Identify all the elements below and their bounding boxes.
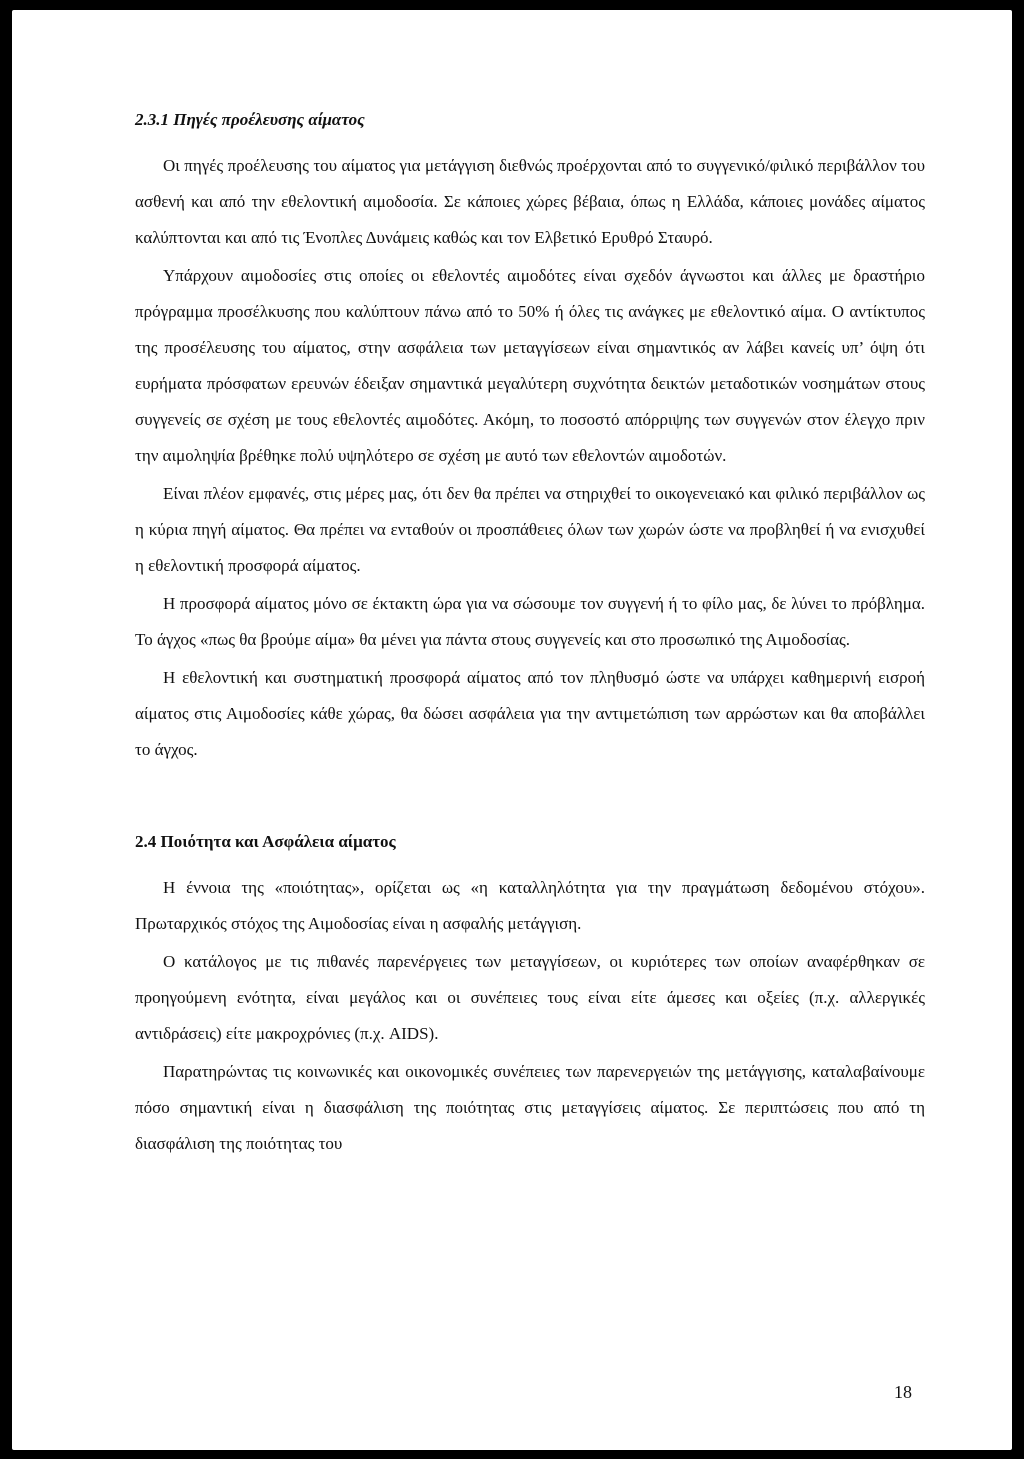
paragraph: Υπάρχουν αιμοδοσίες στις οποίες οι εθελοντές αιμοδότες είναι σχεδόν άγνωστοι και άλλες με δραστήριο πρόγραμμα προσέλκυσης που καλύπτουν πάνω από το 50% ή όλες τις ανάγκες με εθελοντικό αίμα. Ο αντίκτυπος της προσέλευσης του αίματος, στην ασφάλεια των μεταγγίσεων είναι σημαντικός αν λάβει κανείς υπ’ όψη ότι ευρήματα πρόσφατων ερευνών έδειξαν σημαντικά μεγαλύτερη συχνότητα δεικτών μεταδοτικών νοσημάτων στους συγγενείς σε σχέση με τους εθελοντές αιμοδότες. Ακόμη, το ποσοστό απόρριψης των συγγενών στον έλεγχο πριν την αιμοληψία βρέθηκε πολύ υψηλότερο σε σχέση με αυτό των εθελοντών αιμοδοτών. — [135, 266, 925, 465]
paragraph: Είναι πλέον εμφανές, στις μέρες μας, ότι δεν θα πρέπει να στηριχθεί το οικογενειακό και φιλικό περιβάλλον ως η κύρια πηγή αίματος. Θα πρέπει να ενταθούν οι προσπάθειες όλων των χωρών ώστε να προβληθεί ή να ενισχυθεί η εθελοντική προσφορά αίματος. — [135, 484, 925, 575]
page-number: 18 — [894, 1382, 912, 1402]
paragraph: Η εθελοντική και συστηματική προσφορά αίματος από τον πληθυσμό ώστε να υπάρχει καθημερινή εισροή αίματος στις Αιμοδοσίες κάθε χώρας, θα δώσει ασφάλεια για την αντιμετώπιση των αρρώστων και θα αποβάλλει το άγχος. — [135, 668, 925, 759]
section-heading-2-3-1: 2.3.1 Πηγές προέλευσης αίματος — [135, 110, 365, 129]
page-content — [135, 102, 925, 1164]
paragraph: Η έννοια της «ποιότητας», ορίζεται ως «η καταλληλότητα για την πραγμάτωση δεδομένου στόχου». Πρωταρχικός στόχος της Αιμοδοσίας είναι η ασφαλής μετάγγιση. — [135, 878, 925, 933]
paragraph: Παρατηρώντας τις κοινωνικές και οικονομικές συνέπειες των παρενεργειών της μετάγγισης, καταλαβαίνουμε πόσο σημαντική είναι η διασφάλιση της ποιότητας στις μεταγγίσεις αίματος. Σε περιπτώσεις που από τη διασφάλιση της ποιότητας του — [135, 1062, 925, 1153]
paragraph: Οι πηγές προέλευσης του αίματος για μετάγγιση διεθνώς προέρχονται από το συγγενικό/φιλικό περιβάλλον του ασθενή και από την εθελοντική αιμοδοσία. Σε κάποιες χώρες βέβαια, όπως η Ελλάδα, κάποιες μονάδες αίματος καλύπτονται και από τις Ένοπλες Δυνάμεις καθώς και τον Ελβετικό Ερυθρό Σταυρό. — [135, 156, 925, 247]
document-page — [12, 10, 1012, 1450]
paragraph: Ο κατάλογος με τις πιθανές παρενέργειες των μεταγγίσεων, οι κυριότερες των οποίων αναφέρθηκαν σε προηγούμενη ενότητα, είναι μεγάλος και οι συνέπειες τους είναι είτε άμεσες και οξείες (π.χ. αλλεργικές αντιδράσεις) είτε μακροχρόνιες (π.χ. AIDS). — [135, 952, 925, 1043]
paragraph: Η προσφορά αίματος μόνο σε έκτακτη ώρα για να σώσουμε τον συγγενή ή το φίλο μας, δε λύνει το πρόβλημα. Το άγχος «πως θα βρούμε αίμα» θα μένει για πάντα στους συγγενείς και στο προσωπικό της Αιμοδοσίας. — [135, 594, 925, 649]
section-heading-2-4: 2.4 Ποιότητα και Ασφάλεια αίματος — [135, 832, 396, 851]
